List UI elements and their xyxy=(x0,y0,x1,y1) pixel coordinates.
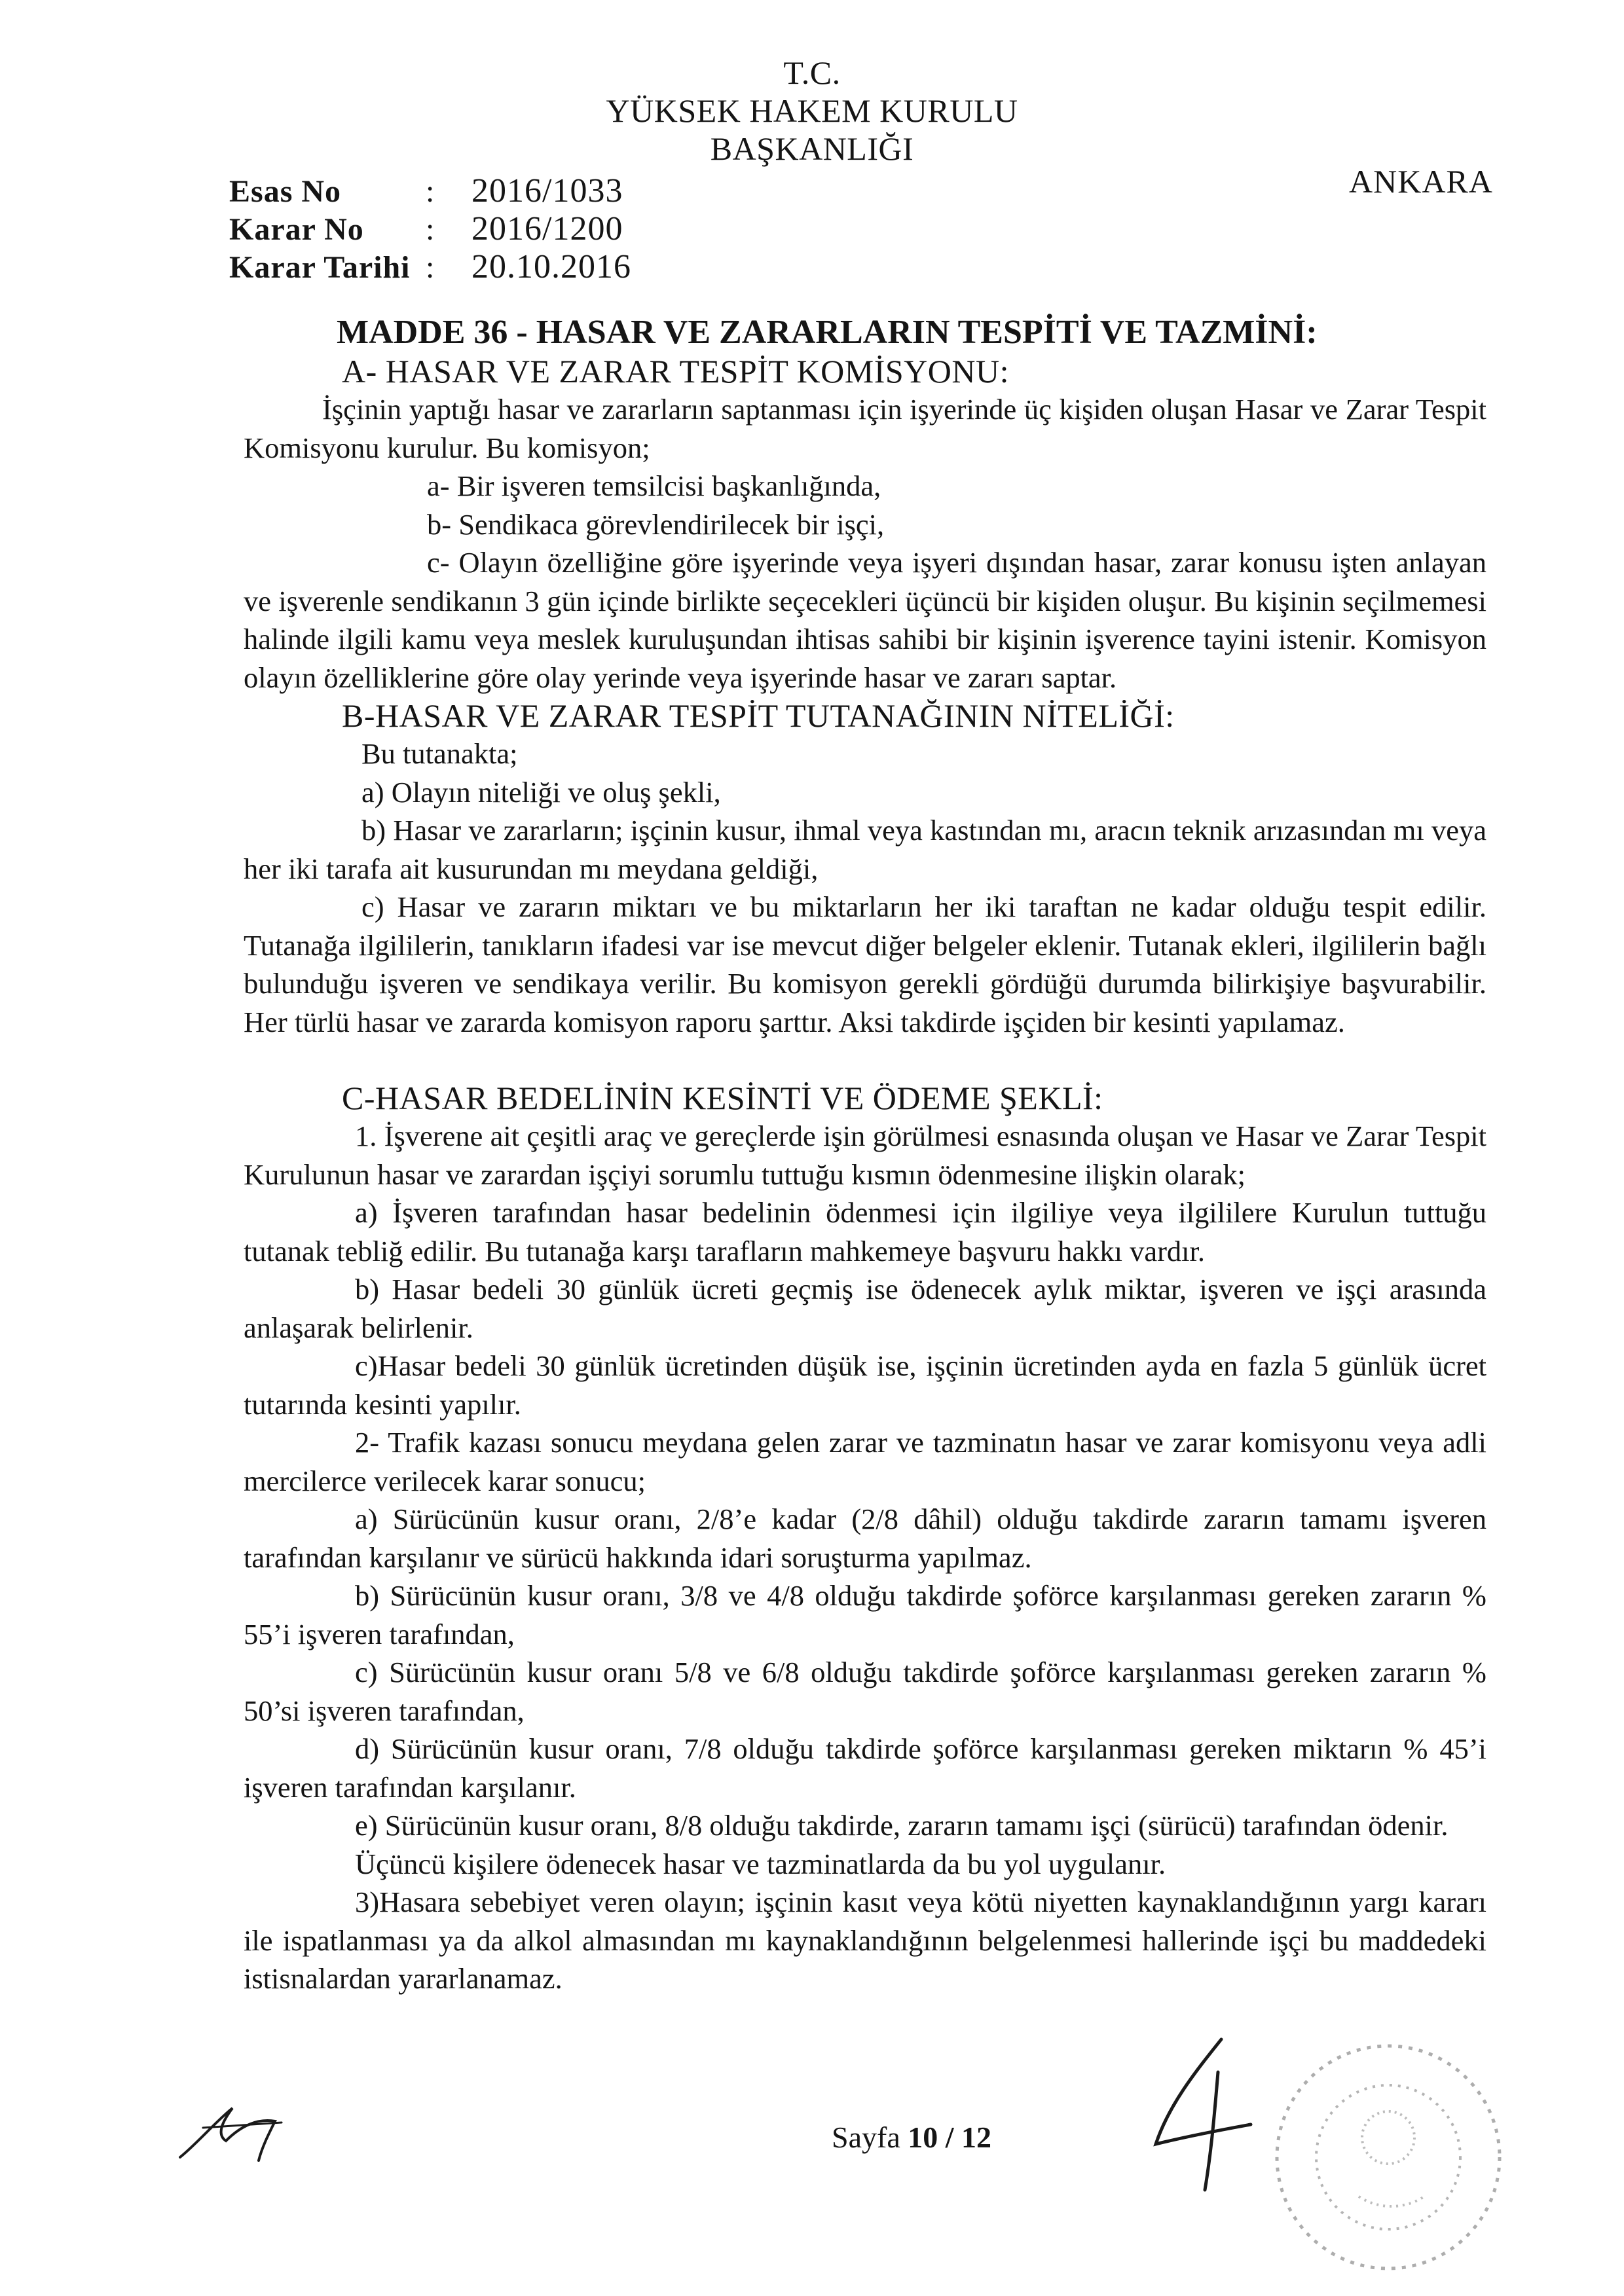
official-seal-stamp xyxy=(1247,2026,1536,2288)
article-body xyxy=(244,313,1486,1998)
section-c-heading: C-HASAR BEDELİNİN KESİNTİ VE ÖDEME ŞEKLİ: xyxy=(342,1080,1103,1116)
section-b-item-b: b) Hasar ve zararların; işçinin kusur, ihmal veya kastından mı, aracın teknik arızasından mı veya her iki tarafa ait kusurundan mı meydana geldiği, xyxy=(244,814,1486,885)
meta-label: Esas No xyxy=(229,174,342,209)
section-c-p1b: b) Hasar bedeli 30 günlük ücreti geçmiş ise ödenecek aylık miktar, işveren ve işçi arasında anlaşarak belirlenir. xyxy=(244,1273,1486,1344)
section-b-item-a: a) Olayın niteliği ve oluş şekli, xyxy=(361,775,721,809)
section-c-p2a: a) Sürücünün kusur oranı, 2/8’e kadar (2/8 dâhil) olduğu takdirde zararın tamamı işveren tarafından karşılanır ve sürücü hakkında idari soruşturma yapılmaz. xyxy=(244,1503,1486,1574)
section-c-p2: 2- Trafik kazası sonucu meydana gelen zarar ve tazminatın hasar ve zarar komisyonu veya adli mercilerce verilecek karar sonucu; xyxy=(244,1426,1486,1497)
header-department: BAŞKANLIĞI xyxy=(710,130,914,167)
meta-colon: : xyxy=(426,212,435,247)
meta-value: 2016/1200 xyxy=(471,210,623,247)
meta-row-tarih xyxy=(229,247,631,285)
section-c-p2b: b) Sürücünün kusur oranı, 3/8 ve 4/8 olduğu takdirde şoförce karşılanması gereken zararın % 55’i işveren tarafından, xyxy=(244,1579,1486,1650)
section-b-intro: Bu tutanakta; xyxy=(361,737,518,770)
section-a-intro: İşçinin yaptığı hasar ve zararların saptanması için işyerinde üç kişiden oluşan Hasar ve Zarar Tespit Komisyonu kurulur. Bu komisyon; xyxy=(244,393,1486,464)
section-c-p3: 3)Hasara sebebiyet veren olayın; işçinin kasıt veya kötü niyetten kaynaklandığının yargı kararı ile ispatlanması ya da alkol almasından mı kaynaklandığının belgelenmesi hallerinde işçi bu maddedeki istisnalardan yararlanamaz. xyxy=(244,1886,1486,1995)
section-c-p2e: e) Sürücünün kusur oranı, 8/8 olduğu takdirde, zararın tamamı işçi (sürücü) tarafından ödenir. xyxy=(355,1809,1449,1842)
header-institution: YÜKSEK HAKEM KURULU xyxy=(606,92,1018,129)
meta-row-esas xyxy=(229,172,631,210)
section-c-p1c: c)Hasar bedeli 30 günlük ücretinden düşük ise, işçinin ücretinden ayda en fazla 5 günlük ücret tutarında kesinti yapılır. xyxy=(244,1349,1486,1421)
header-tc: T.C. xyxy=(783,54,841,91)
section-b-item-c: c) Hasar ve zararın miktarı ve bu miktarların her iki taraftan ne kadar olduğu tespit edilir. Tutanağa ilgililerin, tanıkların ifadesi var ise mevcut diğer belgeler eklenir. Tutanak ekleri, ilgililerin bağlı bulunduğu işveren ve sendikaya verilir. Bu komisyon gerekli gördüğü durumda bilirkişiye başvurabilir. Her türlü hasar ve zararda komisyon raporu şarttır. Aksi takdirde işçiden bir kesinti yapılamaz. xyxy=(244,890,1486,1038)
meta-colon: : xyxy=(426,250,435,285)
case-meta xyxy=(229,172,631,285)
total-pages: 12 xyxy=(961,2121,992,2154)
meta-value: 20.10.2016 xyxy=(471,248,631,285)
section-a-item-c: c- Olayın özelliğine göre işyerinde veya işyeri dışından hasar, zarar konusu işten anlayan ve işverenle sendikanın 3 gün içinde birlikte seçecekleri üçüncü bir kişiden oluşur. Bu kişinin seçilmemesi halinde ilgili kamu veya meslek kuruluşundan ihtisas sahibi bir kişinin işverence tayini istenir. Komisyon olayın özelliklerine göre olay yerinde veya işyerinde hasar ve zararı saptar. xyxy=(244,546,1486,694)
meta-label: Karar No xyxy=(229,212,364,247)
page-separator: / xyxy=(938,2121,962,2154)
meta-colon: : xyxy=(426,174,435,209)
section-a-item-b: b- Sendikaca görevlendirilecek bir işçi, xyxy=(427,507,885,541)
meta-value: 2016/1033 xyxy=(471,172,623,210)
section-c-p2c: c) Sürücünün kusur oranı 5/8 ve 6/8 olduğu takdirde şoförce karşılanması gereken zararın % 50’si işveren tarafından, xyxy=(244,1656,1486,1727)
header-city: ANKARA xyxy=(1349,163,1493,200)
section-c-p1: 1. İşverene ait çeşitli araç ve gereçlerde işin görülmesi esnasında oluşan ve Hasar ve Zarar Tespit Kurulunun hasar ve zarardan işçiyi sorumlu tuttuğu kısmın ödenmesine ilişkin olarak; xyxy=(244,1120,1486,1191)
article-title: MADDE 36 - HASAR VE ZARARLARIN TESPİTİ VE TAZMİNİ: xyxy=(337,314,1318,351)
meta-row-karar xyxy=(229,210,631,247)
initials-signature-left xyxy=(177,2082,301,2167)
section-c-p2f: Üçüncü kişilere ödenecek hasar ve tazminatlarda da bu yol uygulanır. xyxy=(355,1847,1166,1880)
handwritten-signature xyxy=(1143,2033,1261,2196)
page-number xyxy=(832,2120,991,2155)
page-prefix: Sayfa xyxy=(832,2121,908,2154)
section-c-p1a: a) İşveren tarafından hasar bedelinin ödenmesi için ilgiliye veya ilgililere Kurulun tuttuğu tutanak tebliğ edilir. Bu tutanağa karşı tarafların mahkemeye başvuru hakkı vardır. xyxy=(244,1196,1486,1267)
section-a-item-a: a- Bir işveren temsilcisi başkanlığında, xyxy=(427,469,881,502)
section-c-p2d: d) Sürücünün kusur oranı, 7/8 olduğu takdirde şoförce karşılanması gereken miktarın % 45’i işveren tarafından karşılanır. xyxy=(244,1732,1486,1804)
section-a-heading: A- HASAR VE ZARAR TESPİT KOMİSYONU: xyxy=(342,353,1009,390)
current-page: 10 xyxy=(908,2121,938,2154)
section-b-heading: B-HASAR VE ZARAR TESPİT TUTANAĞININ NİTELİĞİ: xyxy=(342,697,1175,734)
meta-label: Karar Tarihi xyxy=(229,250,411,285)
